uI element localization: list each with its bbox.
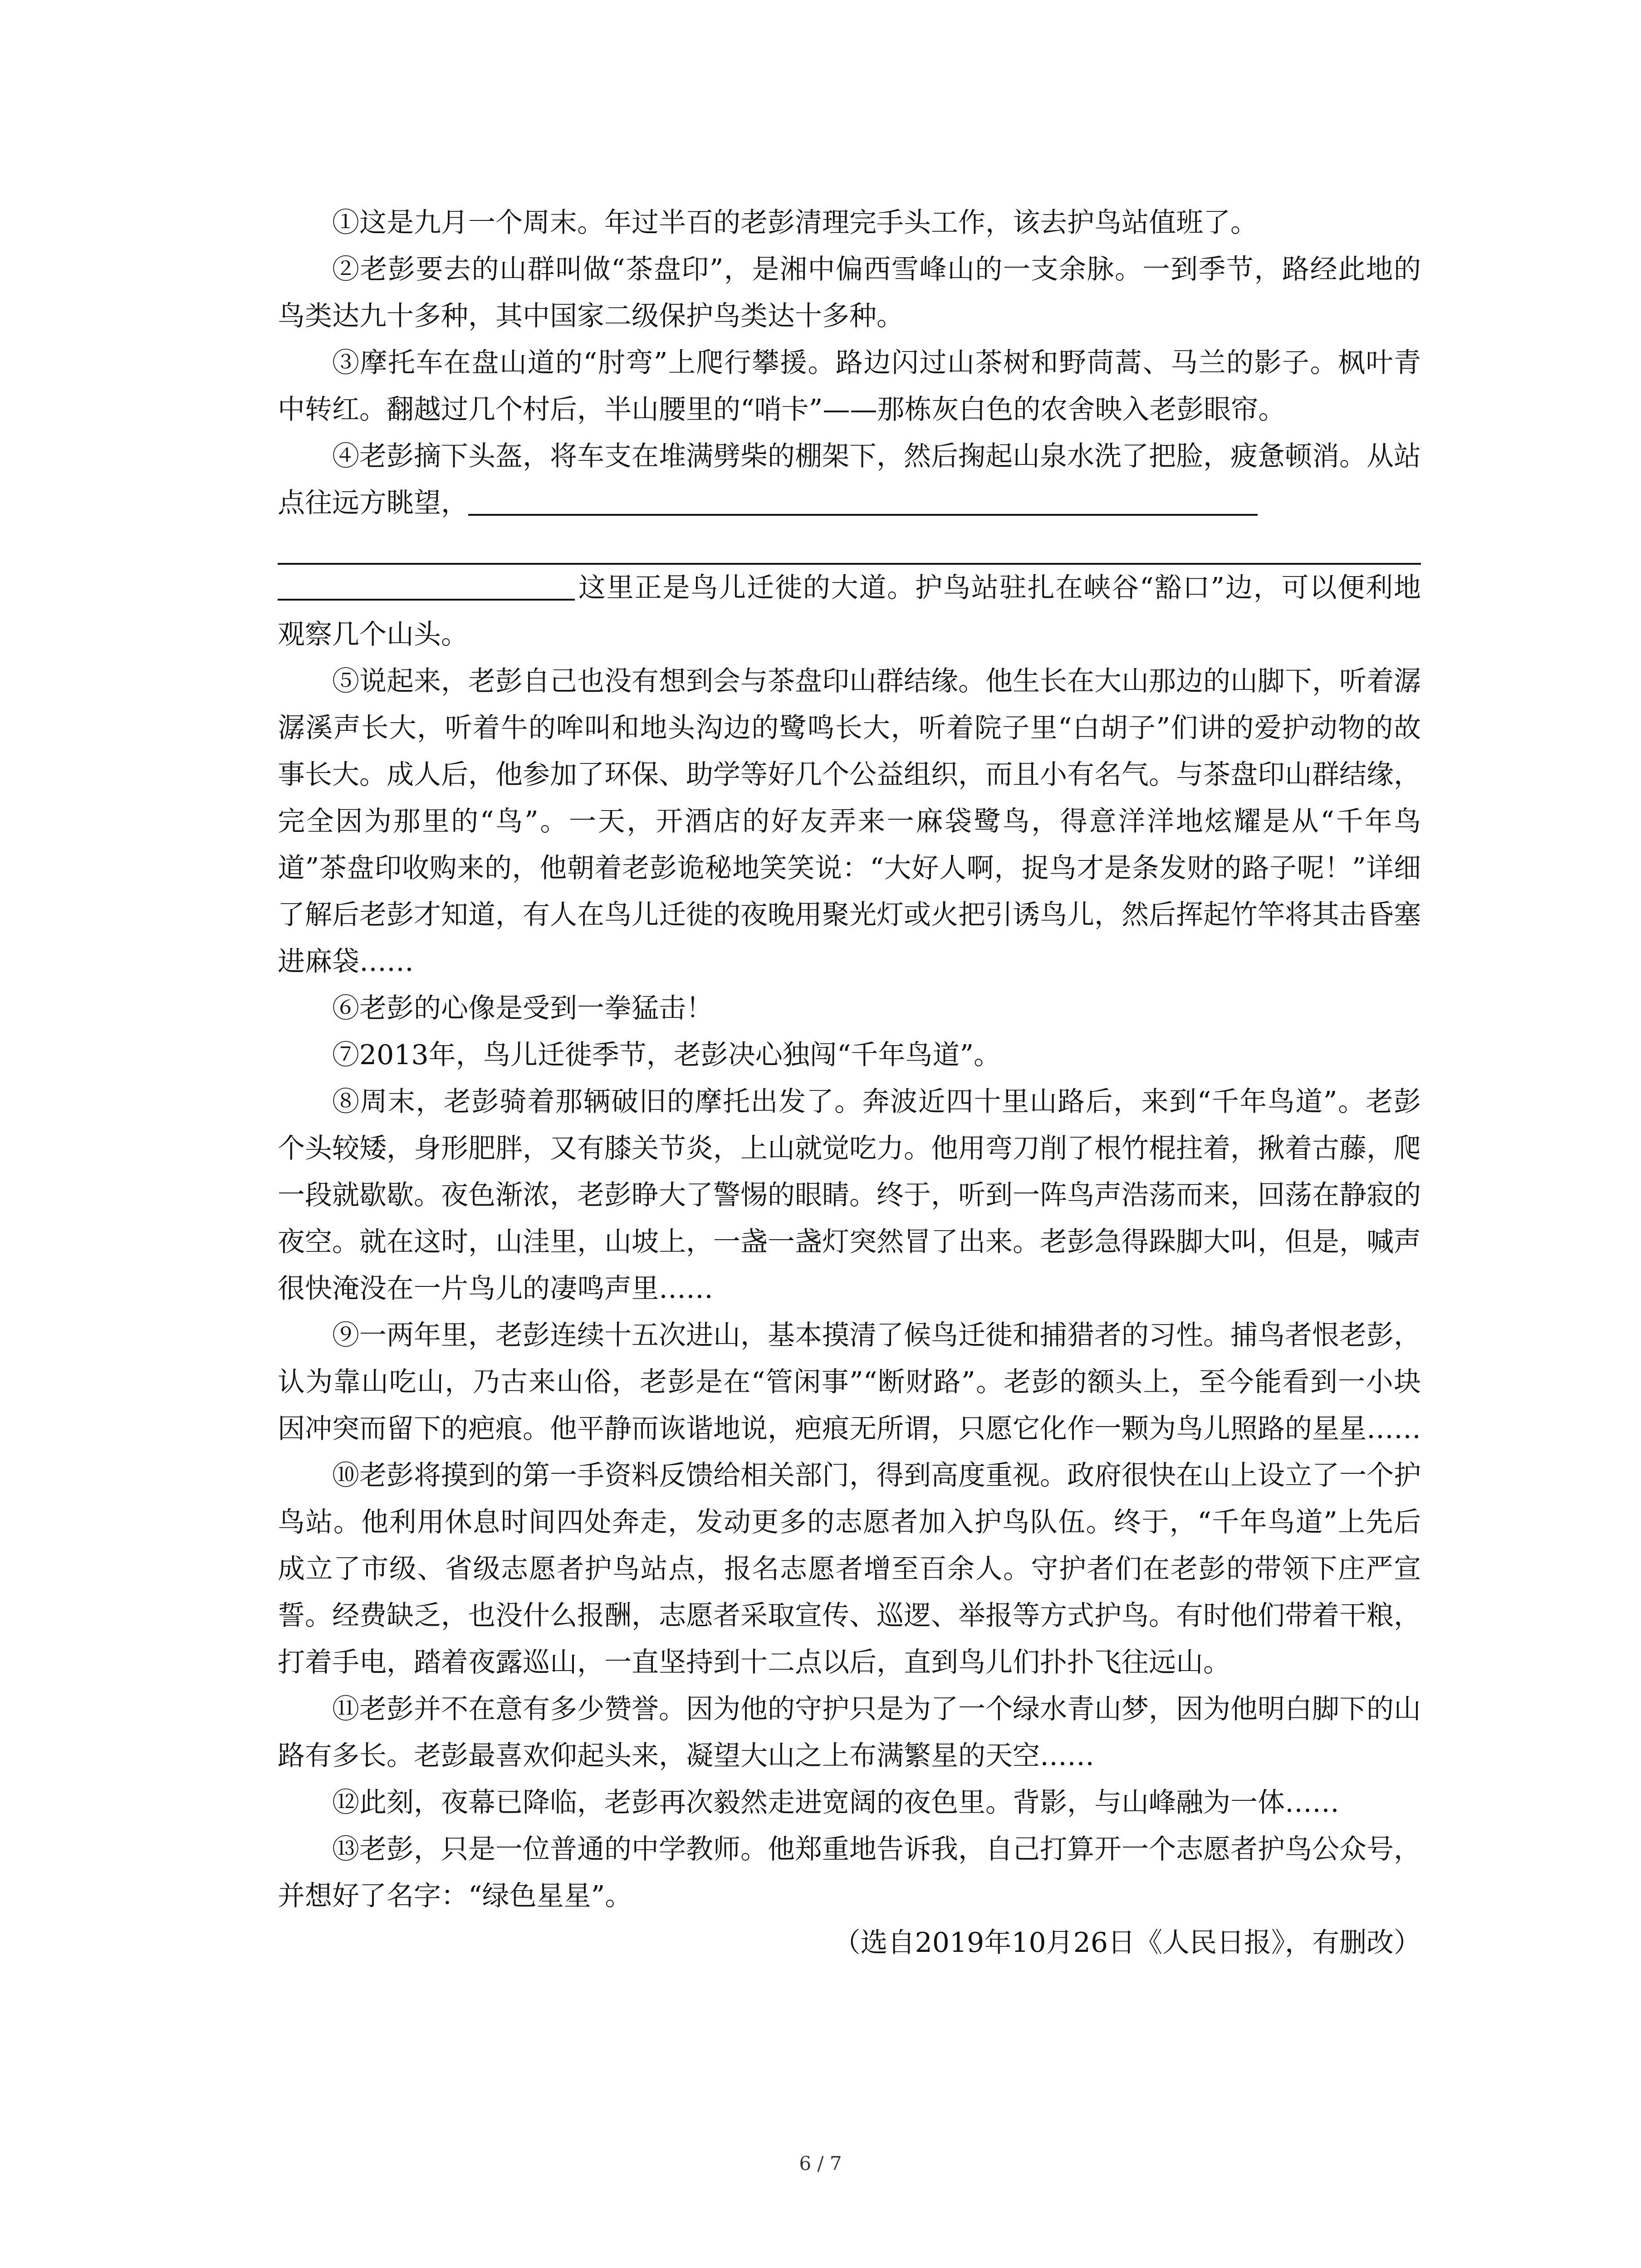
paragraph-13: ⑬老彭，只是一位普通的中学教师。他郑重地告诉我，自己打算开一个志愿者护鸟公众号，并想好了名字：“绿色星星”。 xyxy=(278,1833,1421,1912)
paragraph-8: ⑧周末，老彭骑着那辆破旧的摩托出发了。奔波近四十里山路后，来到“千年鸟道”。老彭个头较矮，身形肥胖，又有膝关节炎，上山就觉吃力。他用弯刀削了根竹棍拄着，揪着古藤，爬一段就歇歇。夜色渐浓，老彭睁大了警惕的眼睛。终于，听到一阵鸟声浩荡而来，回荡在静寂的夜空。就在这时，山洼里，山坡上，一盏一盏灯突然冒了出来。老彭急得跺脚大叫，但是，喊声很快淹没在一片鸟儿的凄鸣声里…… xyxy=(278,1086,1421,1305)
paragraph-4-continued xyxy=(278,565,1421,658)
paragraph-4 xyxy=(278,433,1421,527)
paragraph-10: ⑩老彭将摸到的第一手资料反馈给相关部门，得到高度重视。政府很快在山上设立了一个护鸟站。他利用休息时间四处奔走，发动更多的志愿者加入护鸟队伍。终于，“千年鸟道”上先后成立了市级、省级志愿者护鸟站点，报名志愿者增至百余人。守护者们在老彭的带领下庄严宣誓。经费缺乏，也没什么报酬，志愿者采取宣传、巡逻、举报等方式护鸟。有时他们带着干粮，打着手电，踏着夜露巡山，一直坚持到十二点以后，直到鸟儿们扑扑飞往远山。 xyxy=(278,1460,1421,1678)
paragraph-4-lead: ④老彭摘下头盔，将车支在堆满劈柴的棚架下，然后掬起山泉水洗了把脸，疲惫顿消。从站点往远方眺望， xyxy=(278,440,1421,519)
source-citation: （选自2019年10月26日《人民日报》，有删改） xyxy=(833,1927,1421,1959)
article-body xyxy=(278,200,1421,1966)
paragraph-11: ⑪老彭并不在意有多少赞誉。因为他的守护只是为了一个绿水青山梦，因为他明白脚下的山路有多长。老彭最喜欢仰起头来，凝望大山之上布满繁星的天空…… xyxy=(278,1693,1421,1772)
paragraph-4-tail: 这里正是鸟儿迁徙的大道。护鸟站驻扎在峡谷“豁口”边，可以便利地观察几个山头。 xyxy=(278,572,1421,650)
paragraph-2: ②老彭要去的山群叫做“茶盘印”，是湘中偏西雪峰山的一支余脉。一到季节，路经此地的鸟类达九十多种，其中国家二级保护鸟类达十多种。 xyxy=(278,254,1421,332)
paragraph-5: ⑤说起来，老彭自己也没有想到会与茶盘印山群结缘。他生长在大山那边的山脚下，听着潺潺溪声长大，听着牛的哞叫和地头沟边的鹭鸣长大，听着院子里“白胡子”们讲的爱护动物的故事长大。成人后，他参加了环保、助学等好几个公益组织，而且小有名气。与茶盘印山群结缘，完全因为那里的“鸟”。一天，开酒店的好友弄来一麻袋鹭鸟，得意洋洋地炫耀是从“千年鸟道”茶盘印收购来的，他朝着老彭诡秘地笑笑说：“大好人啊，捉鸟才是条发财的路子呢！”详细了解后老彭才知道，有人在鸟儿迁徙的夜晚用聚光灯或火把引诱鸟儿，然后挥起竹竿将其击昏塞进麻袋…… xyxy=(278,665,1421,978)
answer-blank-line-1[interactable] xyxy=(468,487,1258,516)
answer-blank-line-3[interactable] xyxy=(278,572,575,601)
paragraph-9: ⑨一两年里，老彭连续十五次进山，基本摸清了候鸟迁徙和捕猎者的习性。捕鸟者恨老彭，认为靠山吃山，乃古来山俗，老彭是在“管闲事”“断财路”。老彭的额头上，至今能看到一小块因冲突而留下的疤痕。他平静而诙谐地说，疤痕无所谓，只愿它化作一颗为鸟儿照路的星星…… xyxy=(278,1320,1421,1445)
page-number: 6 / 7 xyxy=(799,2152,842,2175)
paragraph-3: ③摩托车在盘山道的“肘弯”上爬行攀援。路边闪过山茶树和野茼蒿、马兰的影子。枫叶青中转红。翻越过几个村后，半山腰里的“哨卡”——那栋灰白色的农舍映入老彭眼帘。 xyxy=(278,347,1421,425)
paragraph-1: ①这是九月一个周末。年过半百的老彭清理完手头工作，该去护鸟站值班了。 xyxy=(332,207,1258,239)
paragraph-12: ⑫此刻，夜幕已降临，老彭再次毅然走进宽阔的夜色里。背影，与山峰融为一体…… xyxy=(332,1787,1339,1818)
paragraph-6: ⑥老彭的心像是受到一拳猛击！ xyxy=(332,992,713,1024)
paragraph-7: ⑦2013年，鸟儿迁徙季节，老彭决心独闯“千年鸟道”。 xyxy=(332,1039,1001,1071)
